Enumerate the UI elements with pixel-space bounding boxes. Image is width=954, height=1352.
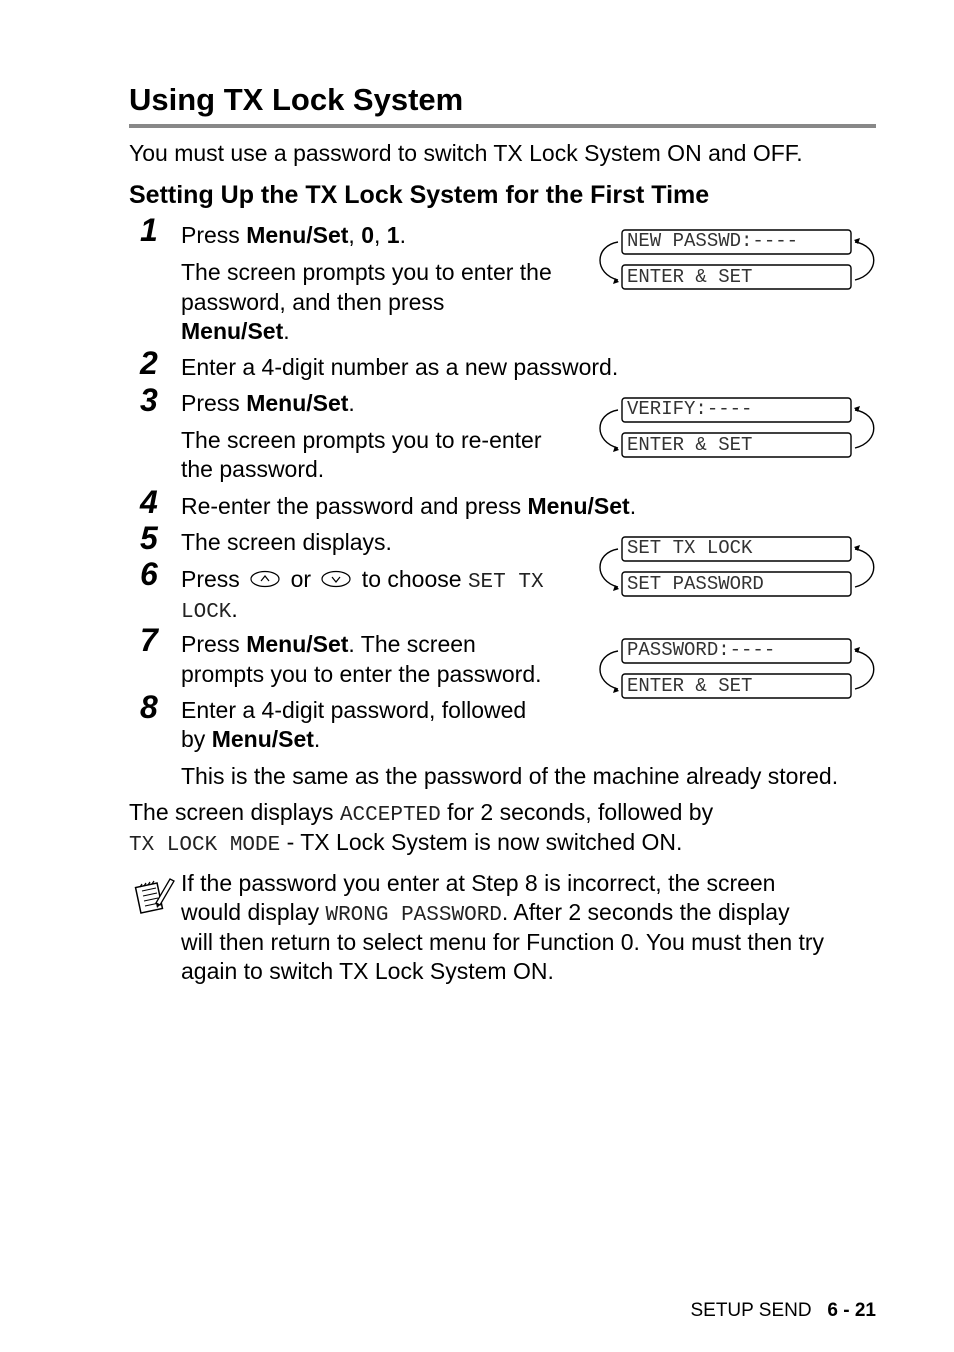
lcd-screen — [596, 396, 878, 460]
title-rule — [129, 124, 876, 128]
lcd-line-2: ENTER & SET — [627, 266, 753, 288]
note-line-3: will then return to select menu for Function 0. You must then try — [181, 929, 825, 955]
step-number-8: 8 — [140, 689, 158, 725]
step-2-text: Enter a 4-digit number as a new password. — [181, 354, 619, 380]
up-arrow-key-icon — [249, 566, 281, 595]
step-3-note-line-2: the password. — [181, 456, 325, 482]
step-7-text: Press Menu/Set. The screen — [181, 631, 476, 657]
lcd-line-2: ENTER & SET — [627, 675, 753, 697]
step-1-text: Press Menu/Set, 0, 1. — [181, 222, 406, 248]
note-line-2: would display WRONG PASSWORD. After 2 seconds the display — [181, 899, 790, 927]
lcd-line-1: NEW PASSWD:---- — [627, 230, 799, 252]
page-title: Using TX Lock System — [129, 82, 464, 117]
step-8-text: Enter a 4-digit password, followed — [181, 697, 527, 723]
result-text-line-2: TX LOCK MODE - TX Lock System is now switched ON. — [129, 829, 683, 857]
lcd-line-1: SET TX LOCK — [627, 537, 753, 559]
lcd-screen — [596, 228, 878, 292]
step-number-6: 6 — [140, 556, 158, 592]
page-footer — [690, 1300, 876, 1322]
step-3-text: Press Menu/Set. — [181, 390, 355, 416]
step-1-note-line-1: The screen prompts you to enter the — [181, 259, 552, 285]
footer-section: SETUP SEND — [690, 1300, 812, 1321]
step-5-text: The screen displays. — [181, 529, 392, 555]
step-number-5: 5 — [140, 520, 158, 556]
lcd-line-1: VERIFY:---- — [627, 398, 753, 420]
step-number-3: 3 — [140, 382, 158, 418]
footer-page-number: 6 - 21 — [827, 1300, 876, 1321]
step-6-text: Press or to choose SET TX — [181, 566, 544, 594]
lcd-line-2: SET PASSWORD — [627, 573, 764, 595]
step-1-note-line-2: password, and then press — [181, 289, 445, 315]
step-number-7: 7 — [140, 622, 158, 658]
section-title: Setting Up the TX Lock System for the First Time — [129, 181, 710, 209]
note-line-4: again to switch TX Lock System ON. — [181, 958, 554, 984]
result-text-line-1: The screen displays ACCEPTED for 2 seconds, followed by — [129, 799, 714, 827]
step-number-2: 2 — [140, 345, 158, 381]
step-8-note: This is the same as the password of the machine already stored. — [181, 763, 839, 789]
step-8-text-line-2: by Menu/Set. — [181, 726, 321, 752]
step-1-note-line-3: Menu/Set. — [181, 318, 290, 344]
intro-text: You must use a password to switch TX Lock System ON and OFF. — [129, 140, 803, 166]
lcd-line-1: PASSWORD:---- — [627, 639, 776, 661]
lcd-screen — [596, 535, 878, 599]
step-6-text-line-2: LOCK. — [181, 596, 238, 624]
lcd-line-2: ENTER & SET — [627, 434, 753, 456]
step-3-note-line-1: The screen prompts you to re-enter — [181, 427, 542, 453]
step-number-4: 4 — [140, 484, 158, 520]
step-7-text-line-2: prompts you to enter the password. — [181, 661, 542, 687]
step-number-1: 1 — [140, 212, 158, 248]
step-4-text: Re-enter the password and press Menu/Set. — [181, 493, 637, 519]
note-line-1: If the password you enter at Step 8 is incorrect, the screen — [181, 870, 776, 896]
lcd-screen — [596, 637, 878, 701]
notepad-pencil-icon — [132, 873, 176, 922]
down-arrow-key-icon — [320, 566, 352, 595]
